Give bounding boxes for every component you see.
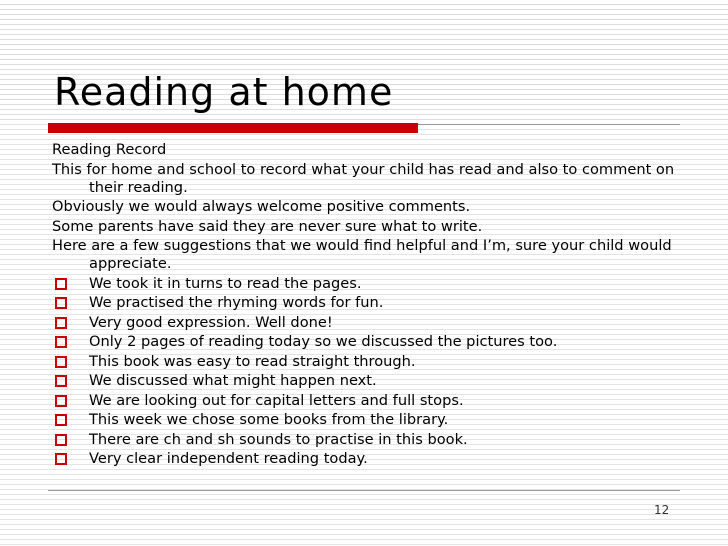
bullet-item: [52, 411, 682, 429]
paragraph: Here are a few suggestions that we would find helpful and I’m, sure your child would appreciate.: [52, 237, 672, 272]
bullet-item: [52, 275, 682, 293]
checkbox-bullet-icon: [55, 356, 67, 368]
bullet-text: This week we chose some books from the library.: [89, 411, 449, 428]
bullet-item: [52, 314, 682, 332]
bullet-item: [52, 431, 682, 449]
footer-divider-line: [48, 490, 680, 491]
slide-body: [52, 141, 682, 470]
paragraph: This for home and school to record what your child has read and also to comment on their reading.: [52, 160, 675, 196]
bullet-text: There are ch and sh sounds to practise in this book.: [89, 430, 468, 448]
bullet-item: [52, 294, 682, 312]
checkbox-bullet-icon: [55, 336, 67, 348]
checkbox-bullet-icon: [55, 434, 67, 446]
paragraph: Some parents have said they are never sure what to write.: [52, 217, 483, 235]
bullet-text: Only 2 pages of reading today so we discussed the pictures too.: [89, 333, 558, 350]
bullet-text: We are looking out for capital letters and full stops.: [89, 391, 464, 409]
paragraph: Obviously we would always welcome positive comments.: [52, 198, 471, 215]
page-number: 12: [654, 503, 670, 517]
checkbox-bullet-icon: [55, 317, 67, 329]
bullet-text: Very clear independent reading today.: [89, 450, 368, 467]
checkbox-bullet-icon: [55, 278, 67, 290]
bullet-item: [52, 333, 682, 351]
bullet-text: We took it in turns to read the pages.: [89, 274, 362, 292]
bullet-text: We practised the rhyming words for fun.: [89, 294, 384, 311]
paragraph: Reading Record: [52, 141, 167, 158]
slide-title: Reading at home: [54, 70, 394, 114]
bullet-item: [52, 353, 682, 371]
checkbox-bullet-icon: [55, 297, 67, 309]
title-accent-bar: [48, 123, 418, 133]
checkbox-bullet-icon: [55, 375, 67, 387]
bullet-item: [52, 450, 682, 468]
checkbox-bullet-icon: [55, 395, 67, 407]
bullet-item: [52, 372, 682, 390]
bullet-text: We discussed what might happen next.: [89, 372, 377, 389]
bullet-text: Very good expression. Well done!: [89, 313, 333, 331]
checkbox-bullet-icon: [55, 453, 67, 465]
bullet-text: This book was easy to read straight through.: [89, 352, 416, 370]
checkbox-bullet-icon: [55, 414, 67, 426]
title-divider-line: [418, 124, 680, 125]
bullet-item: [52, 392, 682, 410]
